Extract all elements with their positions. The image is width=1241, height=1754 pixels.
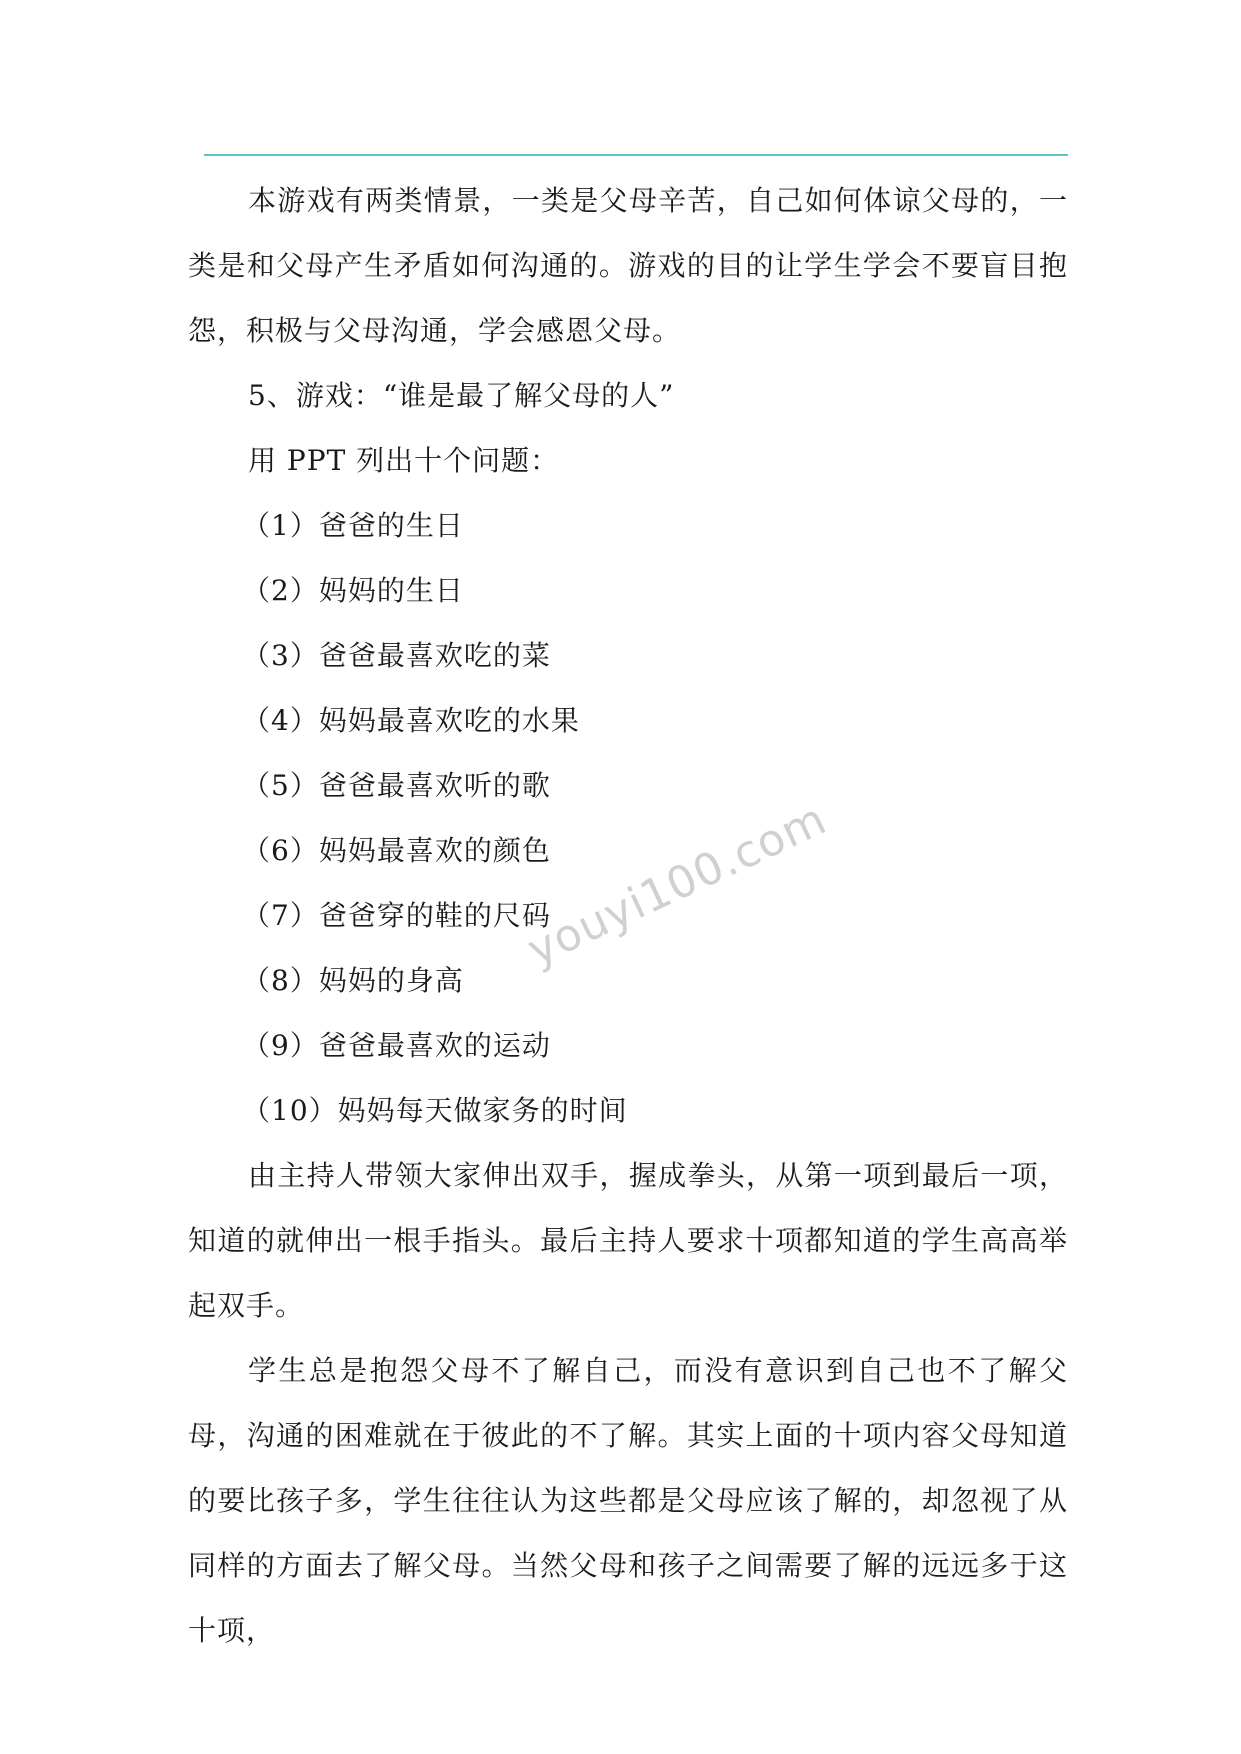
list-item: （6）妈妈最喜欢的颜色 [242, 834, 551, 867]
watermark: youyi100.com [520, 793, 835, 977]
list-item: （4）妈妈最喜欢吃的水果 [242, 704, 580, 737]
paragraph-reflection: 学生总是抱怨父母不了解自己，而没有意识到自己也不了解父母，沟通的困难就在于彼此的不了解。其实上面的十项内容父母知道的要比孩子多，学生往往认为这些都是父母应该了解的，却忽视了从同样的方面去了解父母。当然父母和孩子之间需要了解的远远多于这十项， [188, 1354, 1068, 1647]
list-item: （3）爸爸最喜欢吃的菜 [242, 639, 551, 672]
list-item: （10）妈妈每天做家务的时间 [242, 1094, 628, 1127]
list-item: （5）爸爸最喜欢听的歌 [242, 769, 551, 802]
section-heading: 5、游戏：“谁是最了解父母的人” [248, 379, 675, 412]
list-item: （9）爸爸最喜欢的运动 [242, 1029, 551, 1062]
header-rule [204, 154, 1068, 156]
list-item: （8）妈妈的身高 [242, 964, 464, 997]
list-item: （1）爸爸的生日 [242, 509, 464, 542]
paragraph-host-instructions: 由主持人带领大家伸出双手，握成拳头，从第一项到最后一项，知道的就伸出一根手指头。最后主持人要求十项都知道的学生高高举起双手。 [188, 1159, 1068, 1322]
question-intro: 用 PPT 列出十个问题： [248, 444, 560, 477]
paragraph-game-scenarios: 本游戏有两类情景，一类是父母辛苦，自己如何体谅父母的，一类是和父母产生矛盾如何沟通的。游戏的目的让学生学会不要盲目抱怨，积极与父母沟通，学会感恩父母。 [188, 184, 1068, 347]
question-list [188, 493, 1068, 1143]
list-item: （2）妈妈的生日 [242, 574, 464, 607]
list-item: （7）爸爸穿的鞋的尺码 [242, 899, 551, 932]
